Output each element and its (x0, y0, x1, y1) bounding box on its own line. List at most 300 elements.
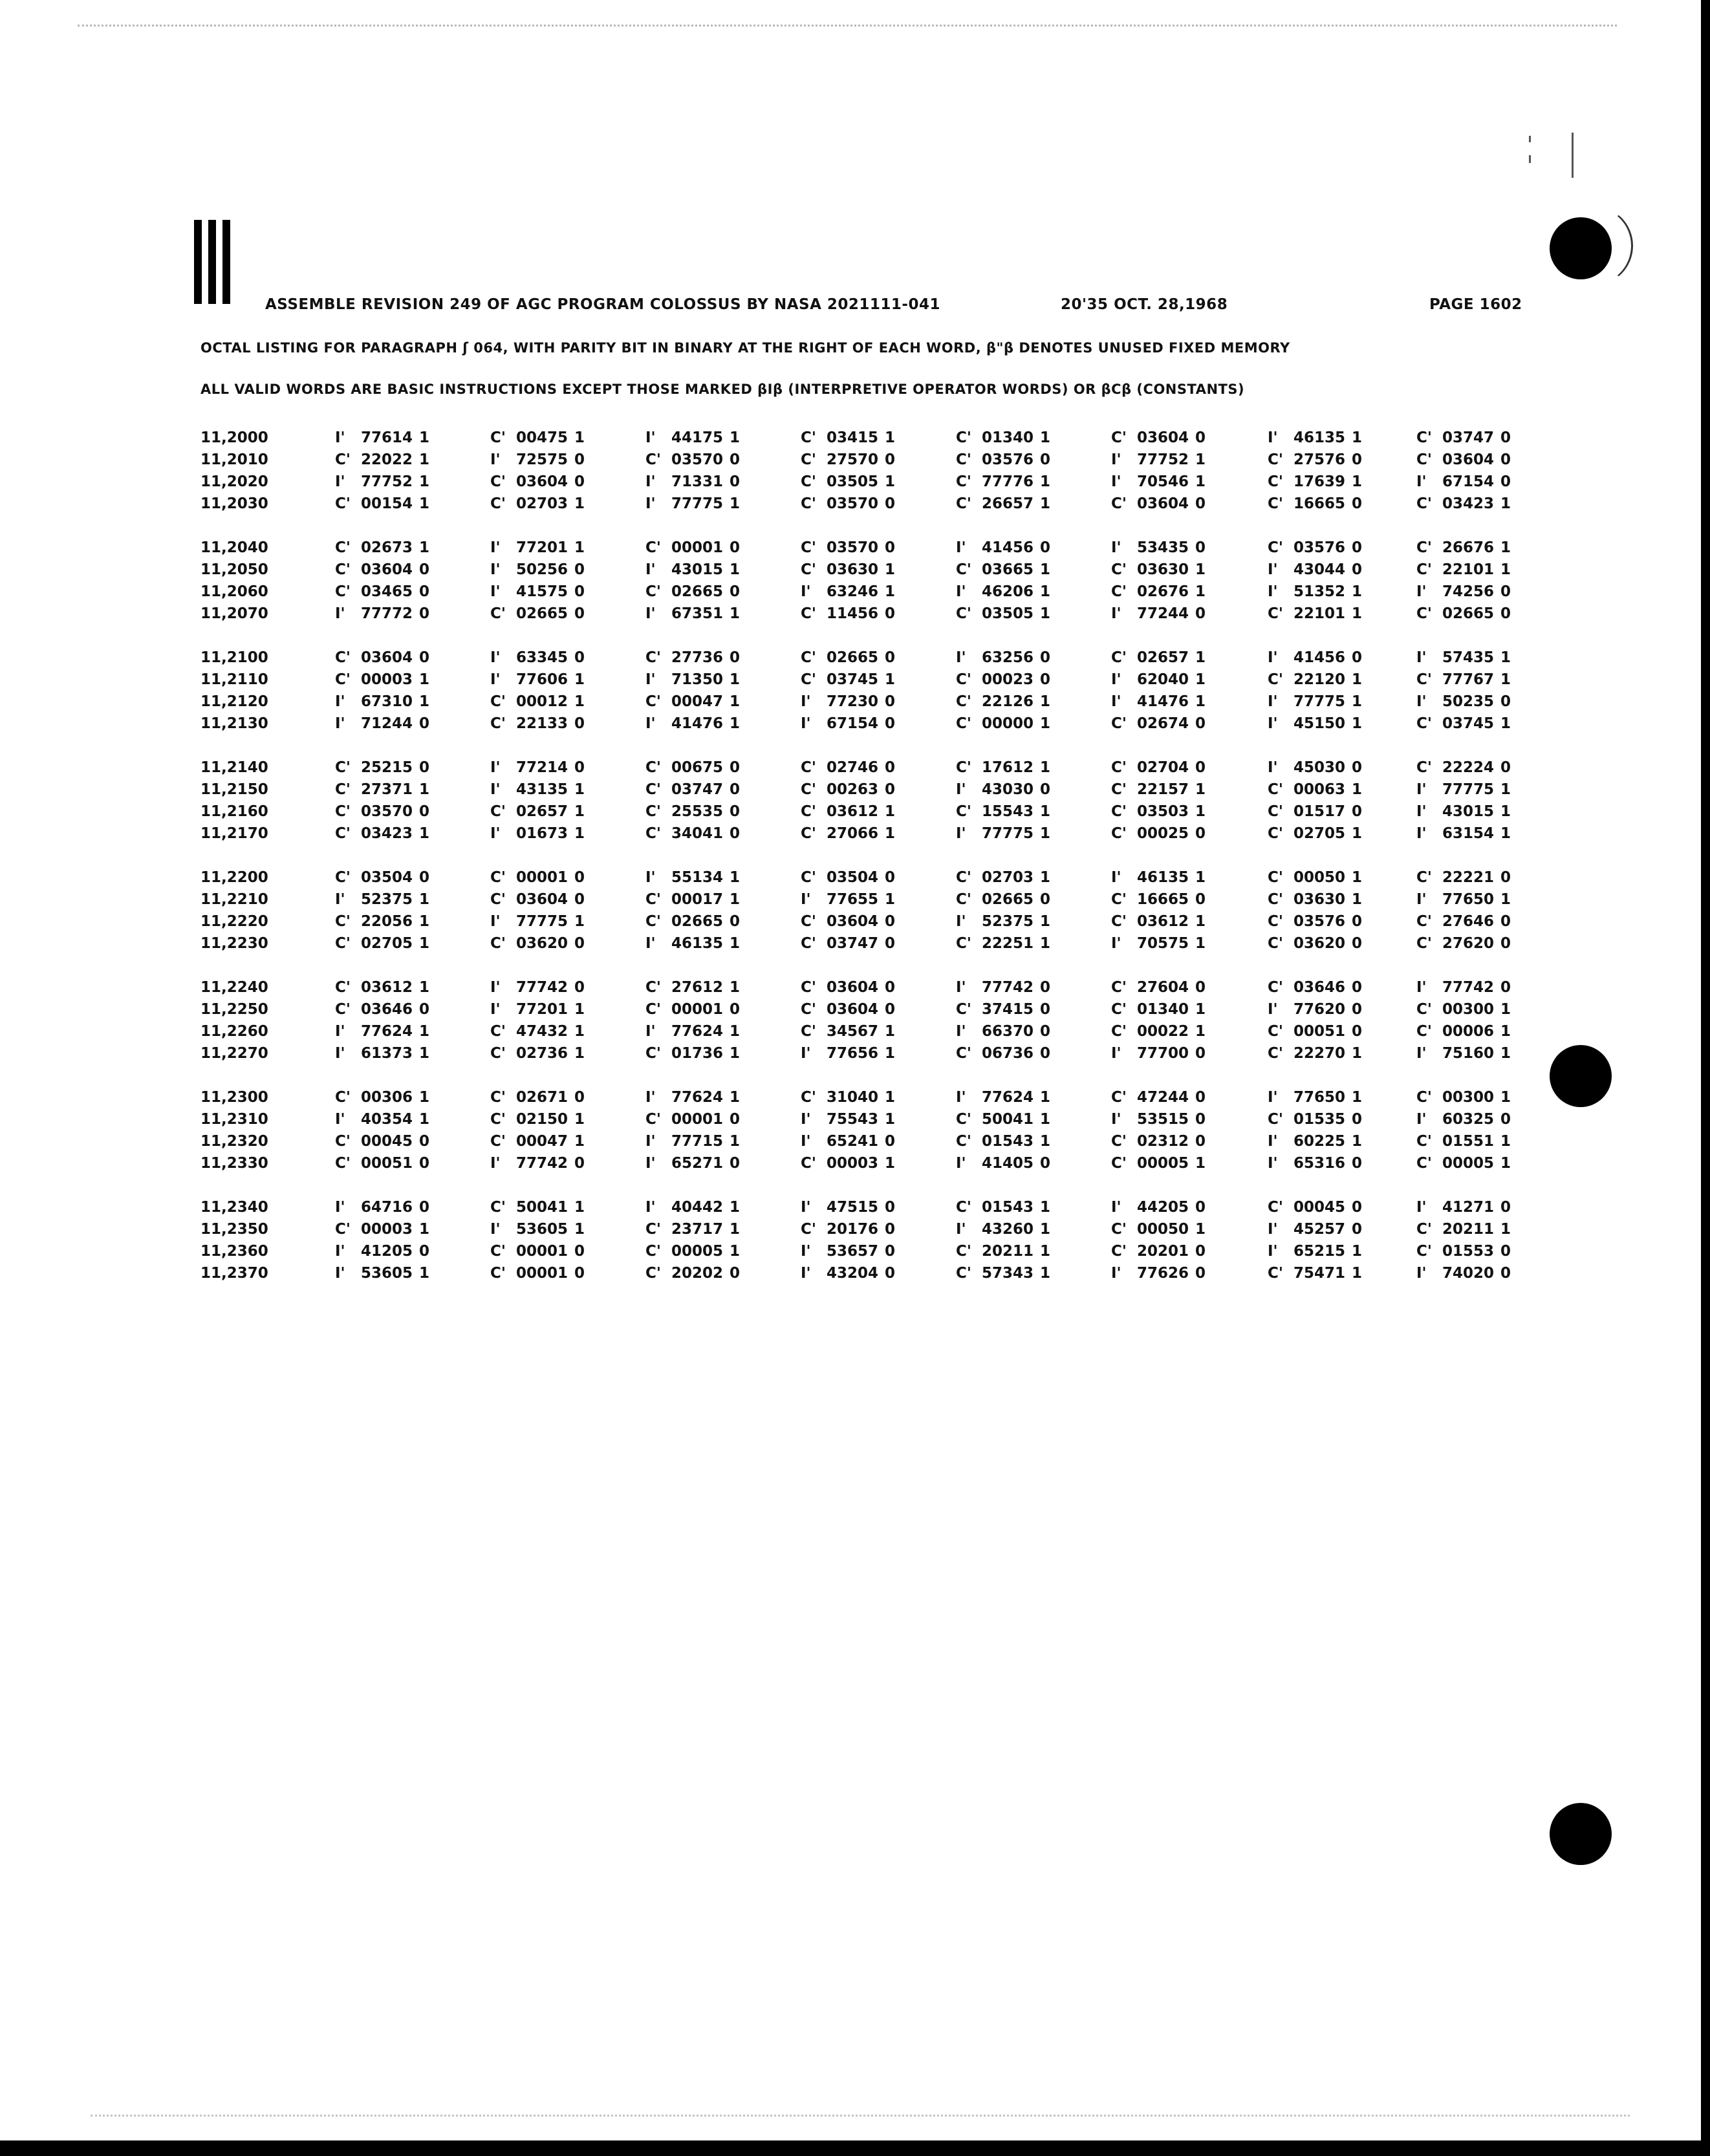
parity-bit: 0 (885, 759, 896, 776)
octal-word (801, 1265, 930, 1282)
parity-bit: 1 (419, 473, 430, 490)
word-type: C' (645, 1111, 661, 1128)
word-value: 77214 (516, 759, 568, 776)
word-type: C' (1268, 1199, 1283, 1216)
word-value: 37415 (982, 1001, 1034, 1018)
scan-noise-bottom (91, 2115, 1630, 2117)
word-value: 00051 (1293, 1023, 1346, 1040)
row-address: 11,2040 (200, 539, 268, 556)
word-type: C' (1268, 671, 1283, 688)
parity-bit: 1 (419, 935, 430, 952)
octal-word (335, 1023, 464, 1040)
word-type: C' (956, 715, 971, 732)
parity-bit: 1 (1500, 825, 1511, 842)
parity-bit: 0 (574, 451, 585, 468)
octal-word (801, 913, 930, 930)
octal-word (1111, 1023, 1240, 1040)
octal-word (1111, 1155, 1240, 1172)
parity-bit: 1 (1500, 1023, 1511, 1040)
parity-bit: 0 (1500, 759, 1511, 776)
octal-word (1416, 561, 1546, 578)
octal-word (1416, 1243, 1546, 1260)
octal-word (1111, 561, 1240, 578)
parity-bit: 0 (574, 1155, 585, 1172)
word-type: C' (956, 429, 971, 446)
octal-word (490, 825, 620, 842)
octal-word (335, 1111, 464, 1128)
word-value: 03505 (982, 605, 1034, 622)
word-type: C' (1111, 649, 1127, 666)
word-value: 22126 (982, 693, 1034, 710)
octal-word (801, 1089, 930, 1106)
parity-bit: 1 (1500, 649, 1511, 666)
octal-word (1111, 1089, 1240, 1106)
parity-bit: 1 (730, 495, 741, 512)
octal-word (645, 583, 775, 600)
octal-word (801, 803, 930, 820)
word-value: 00001 (671, 1001, 724, 1018)
parity-bit: 1 (419, 1045, 430, 1062)
parity-bit: 1 (885, 825, 896, 842)
word-type: C' (1111, 1155, 1127, 1172)
octal-word (1268, 1221, 1397, 1238)
parity-bit: 1 (1352, 693, 1363, 710)
word-type: I' (645, 671, 656, 688)
word-value: 27612 (671, 979, 724, 996)
parity-bit: 1 (1352, 1243, 1363, 1260)
word-value: 65215 (1293, 1243, 1346, 1260)
word-value: 63154 (1442, 825, 1495, 842)
word-type: C' (645, 979, 661, 996)
word-type: I' (1416, 1199, 1427, 1216)
octal-word (490, 1221, 620, 1238)
word-value: 03646 (361, 1001, 413, 1018)
word-value: 03604 (361, 561, 413, 578)
word-type: C' (335, 671, 351, 688)
word-value: 00005 (1137, 1155, 1189, 1172)
word-value: 00050 (1137, 1221, 1189, 1238)
parity-bit: 0 (1500, 869, 1511, 886)
word-type: I' (801, 583, 811, 600)
parity-bit: 0 (1500, 1265, 1511, 1282)
word-value: 53657 (827, 1243, 879, 1260)
parity-bit: 1 (419, 451, 430, 468)
word-value: 75543 (827, 1111, 879, 1128)
word-value: 00045 (1293, 1199, 1346, 1216)
octal-word (645, 1045, 775, 1062)
punch-hole-middle (1550, 1045, 1612, 1107)
word-value: 01340 (982, 429, 1034, 446)
word-type: C' (1111, 781, 1127, 798)
word-type: C' (801, 1221, 816, 1238)
word-value: 46135 (1137, 869, 1189, 886)
row-address: 11,2310 (200, 1111, 268, 1128)
word-value: 77656 (827, 1045, 879, 1062)
row-address: 11,2060 (200, 583, 268, 600)
parity-bit: 0 (730, 649, 741, 666)
parity-bit: 0 (1195, 495, 1206, 512)
listing-timestamp: 20'35 OCT. 28,1968 (1061, 296, 1228, 313)
octal-word (645, 1243, 775, 1260)
word-value: 03604 (361, 649, 413, 666)
parity-bit: 1 (885, 561, 896, 578)
parity-bit: 0 (574, 891, 585, 908)
parity-bit: 0 (419, 583, 430, 600)
octal-word (1111, 451, 1240, 468)
octal-word (1268, 561, 1397, 578)
word-type: I' (335, 1045, 345, 1062)
word-type: C' (1416, 429, 1432, 446)
parity-bit: 0 (1040, 891, 1051, 908)
word-type: I' (1416, 979, 1427, 996)
word-value: 77626 (1137, 1265, 1189, 1282)
octal-word (801, 693, 930, 710)
parity-bit: 1 (574, 803, 585, 820)
word-type: I' (1111, 1265, 1121, 1282)
word-value: 00154 (361, 495, 413, 512)
octal-word (956, 803, 1085, 820)
word-type: I' (490, 759, 501, 776)
word-value: 02665 (1442, 605, 1495, 622)
parity-bit: 0 (885, 693, 896, 710)
word-type: C' (1268, 451, 1283, 468)
parity-bit: 0 (885, 649, 896, 666)
parity-bit: 0 (1195, 825, 1206, 842)
parity-bit: 1 (730, 1243, 741, 1260)
octal-word (490, 539, 620, 556)
word-type: C' (801, 495, 816, 512)
parity-bit: 0 (1352, 1111, 1363, 1128)
word-type: I' (490, 671, 501, 688)
word-value: 17612 (982, 759, 1034, 776)
octal-word (645, 649, 775, 666)
word-type: I' (645, 1133, 656, 1150)
parity-bit: 0 (1040, 979, 1051, 996)
word-type: I' (801, 1045, 811, 1062)
word-value: 00003 (361, 671, 413, 688)
octal-word (801, 891, 930, 908)
octal-word (490, 1155, 620, 1172)
parity-bit: 0 (885, 539, 896, 556)
parity-bit: 1 (574, 1001, 585, 1018)
parity-bit: 0 (885, 781, 896, 798)
word-value: 22157 (1137, 781, 1189, 798)
word-value: 47432 (516, 1023, 568, 1040)
octal-word (490, 473, 620, 490)
word-type: C' (490, 1199, 506, 1216)
octal-word (335, 1089, 464, 1106)
word-type: I' (1111, 451, 1121, 468)
word-type: I' (1111, 473, 1121, 490)
word-value: 77624 (671, 1089, 724, 1106)
word-type: C' (956, 1199, 971, 1216)
octal-word (956, 1133, 1085, 1150)
octal-word (956, 1001, 1085, 1018)
octal-word (801, 781, 930, 798)
word-value: 62040 (1137, 671, 1189, 688)
word-type: I' (801, 891, 811, 908)
word-value: 02676 (1137, 583, 1189, 600)
word-value: 00045 (361, 1133, 413, 1150)
parity-bit: 1 (885, 1155, 896, 1172)
parity-bit: 1 (574, 1133, 585, 1150)
parity-bit: 1 (1500, 1089, 1511, 1106)
octal-word (956, 429, 1085, 446)
word-value: 27371 (361, 781, 413, 798)
word-value: 01553 (1442, 1243, 1495, 1260)
word-value: 27736 (671, 649, 724, 666)
parity-bit: 1 (1352, 605, 1363, 622)
octal-word (1268, 605, 1397, 622)
word-value: 41405 (982, 1155, 1034, 1172)
parity-bit: 0 (1195, 539, 1206, 556)
parity-bit: 0 (574, 561, 585, 578)
octal-word (956, 649, 1085, 666)
word-type: C' (956, 605, 971, 622)
octal-word (801, 1243, 930, 1260)
word-type: C' (1268, 1045, 1283, 1062)
word-type: I' (956, 1221, 966, 1238)
word-value: 25535 (671, 803, 724, 820)
row-address: 11,2370 (200, 1265, 268, 1282)
word-value: 01543 (982, 1133, 1034, 1150)
parity-bit: 0 (574, 1089, 585, 1106)
word-value: 02671 (516, 1089, 568, 1106)
octal-word (1416, 1265, 1546, 1282)
word-value: 77742 (982, 979, 1034, 996)
word-type: C' (645, 913, 661, 930)
octal-word (1268, 429, 1397, 446)
parity-bit: 1 (574, 429, 585, 446)
word-value: 22101 (1442, 561, 1495, 578)
word-type: C' (956, 759, 971, 776)
row-address: 11,2360 (200, 1243, 268, 1260)
parity-bit: 0 (1195, 1199, 1206, 1216)
word-value: 57435 (1442, 649, 1495, 666)
parity-bit: 1 (885, 1045, 896, 1062)
word-value: 02674 (1137, 715, 1189, 732)
octal-word (645, 693, 775, 710)
parity-bit: 0 (885, 935, 896, 952)
octal-word (490, 1045, 620, 1062)
word-type: I' (490, 539, 501, 556)
row-address: 11,2160 (200, 803, 268, 820)
parity-bit: 0 (419, 759, 430, 776)
word-type: I' (956, 649, 966, 666)
word-type: I' (956, 913, 966, 930)
word-value: 17639 (1293, 473, 1346, 490)
parity-bit: 1 (419, 1221, 430, 1238)
word-type: I' (335, 1023, 345, 1040)
octal-word (801, 605, 930, 622)
word-type: I' (1268, 1001, 1278, 1018)
word-value: 03665 (982, 561, 1034, 578)
octal-word (956, 1221, 1085, 1238)
row-address: 11,2050 (200, 561, 268, 578)
octal-word (1111, 473, 1240, 490)
word-type: C' (645, 583, 661, 600)
word-value: 03747 (827, 935, 879, 952)
word-type: I' (1268, 1221, 1278, 1238)
word-value: 77201 (516, 539, 568, 556)
word-value: 00005 (671, 1243, 724, 1260)
octal-word (1268, 803, 1397, 820)
word-value: 02657 (516, 803, 568, 820)
parity-bit: 1 (1040, 693, 1051, 710)
octal-word (645, 1089, 775, 1106)
octal-word (801, 583, 930, 600)
word-value: 50041 (982, 1111, 1034, 1128)
row-address: 11,2170 (200, 825, 268, 842)
word-value: 67351 (671, 605, 724, 622)
octal-word (645, 671, 775, 688)
word-type: C' (645, 803, 661, 820)
word-value: 46135 (671, 935, 724, 952)
octal-word (645, 1155, 775, 1172)
word-value: 03504 (827, 869, 879, 886)
octal-word (956, 583, 1085, 600)
word-type: C' (645, 1243, 661, 1260)
parity-bit: 1 (419, 891, 430, 908)
word-value: 63246 (827, 583, 879, 600)
octal-word (645, 429, 775, 446)
word-type: C' (956, 693, 971, 710)
octal-word (335, 715, 464, 732)
word-type: C' (1111, 1089, 1127, 1106)
word-value: 03604 (827, 913, 879, 930)
parity-bit: 0 (574, 1265, 585, 1282)
octal-word (1268, 891, 1397, 908)
word-type: C' (335, 869, 351, 886)
parity-bit: 1 (885, 583, 896, 600)
word-value: 70575 (1137, 935, 1189, 952)
parity-bit: 0 (1352, 451, 1363, 468)
parity-bit: 0 (574, 583, 585, 600)
word-type: C' (335, 451, 351, 468)
header-line-2: OCTAL LISTING FOR PARAGRAPH ʃ 064, WITH PARITY BIT IN BINARY AT THE RIGHT OF EACH WORD, β"β DENOTES UNUSED FIXED MEMORY (200, 340, 1290, 356)
parity-bit: 1 (1040, 825, 1051, 842)
word-value: 51352 (1293, 583, 1346, 600)
octal-word (801, 1221, 930, 1238)
word-type: I' (1416, 1265, 1427, 1282)
word-type: I' (1111, 671, 1121, 688)
parity-bit: 0 (419, 869, 430, 886)
word-value: 00006 (1442, 1023, 1495, 1040)
octal-word (1268, 539, 1397, 556)
word-value: 02673 (361, 539, 413, 556)
word-value: 77606 (516, 671, 568, 688)
parity-bit: 0 (1195, 1133, 1206, 1150)
word-value: 22101 (1293, 605, 1346, 622)
octal-word (1416, 1155, 1546, 1172)
word-value: 44175 (671, 429, 724, 446)
word-value: 43135 (516, 781, 568, 798)
word-type: C' (801, 429, 816, 446)
word-value: 02705 (361, 935, 413, 952)
word-type: C' (1268, 473, 1283, 490)
octal-word (1268, 869, 1397, 886)
word-value: 03576 (1293, 913, 1346, 930)
octal-word (335, 583, 464, 600)
octal-word (1111, 649, 1240, 666)
octal-word (490, 1023, 620, 1040)
parity-bit: 0 (885, 869, 896, 886)
octal-word (1416, 1221, 1546, 1238)
octal-word (490, 1111, 620, 1128)
word-type: I' (1111, 693, 1121, 710)
row-address: 11,2260 (200, 1023, 268, 1040)
parity-bit: 0 (1040, 671, 1051, 688)
octal-word (1111, 935, 1240, 952)
word-type: C' (1416, 671, 1432, 688)
word-value: 71244 (361, 715, 413, 732)
octal-word (1416, 539, 1546, 556)
word-value: 77620 (1293, 1001, 1346, 1018)
word-value: 77650 (1293, 1089, 1346, 1106)
parity-bit: 1 (1195, 913, 1206, 930)
word-type: I' (1268, 759, 1278, 776)
word-type: C' (801, 825, 816, 842)
octal-word (335, 693, 464, 710)
word-type: C' (490, 429, 506, 446)
word-type: C' (1111, 1221, 1127, 1238)
word-value: 65271 (671, 1155, 724, 1172)
word-value: 02150 (516, 1111, 568, 1128)
octal-word (335, 935, 464, 952)
row-address: 11,2150 (200, 781, 268, 798)
word-value: 03415 (827, 429, 879, 446)
parity-bit: 1 (1040, 913, 1051, 930)
word-type: C' (956, 473, 971, 490)
word-type: C' (335, 825, 351, 842)
word-value: 77776 (982, 473, 1034, 490)
octal-word (645, 1111, 775, 1128)
word-value: 41271 (1442, 1199, 1495, 1216)
word-value: 03576 (982, 451, 1034, 468)
word-value: 43015 (1442, 803, 1495, 820)
octal-word (1111, 1243, 1240, 1260)
word-type: I' (335, 429, 345, 446)
parity-bit: 0 (1352, 935, 1363, 952)
word-type: C' (1416, 539, 1432, 556)
row-address: 11,2070 (200, 605, 268, 622)
word-value: 45030 (1293, 759, 1346, 776)
word-type: I' (490, 561, 501, 578)
word-value: 22224 (1442, 759, 1495, 776)
parity-bit: 1 (1500, 1001, 1511, 1018)
row-address: 11,2010 (200, 451, 268, 468)
word-value: 55134 (671, 869, 724, 886)
word-type: C' (1111, 759, 1127, 776)
word-value: 03604 (1442, 451, 1495, 468)
word-type: I' (490, 1221, 501, 1238)
word-type: I' (335, 693, 345, 710)
row-address: 11,2230 (200, 935, 268, 952)
word-type: C' (490, 605, 506, 622)
octal-word (645, 1265, 775, 1282)
word-type: C' (956, 451, 971, 468)
word-value: 70546 (1137, 473, 1189, 490)
word-type: C' (956, 495, 971, 512)
octal-word (1268, 715, 1397, 732)
octal-word (956, 979, 1085, 996)
word-value: 03423 (361, 825, 413, 842)
word-value: 77752 (1137, 451, 1189, 468)
word-type: C' (335, 583, 351, 600)
octal-word (1268, 451, 1397, 468)
parity-bit: 1 (730, 1045, 741, 1062)
word-type: I' (335, 473, 345, 490)
